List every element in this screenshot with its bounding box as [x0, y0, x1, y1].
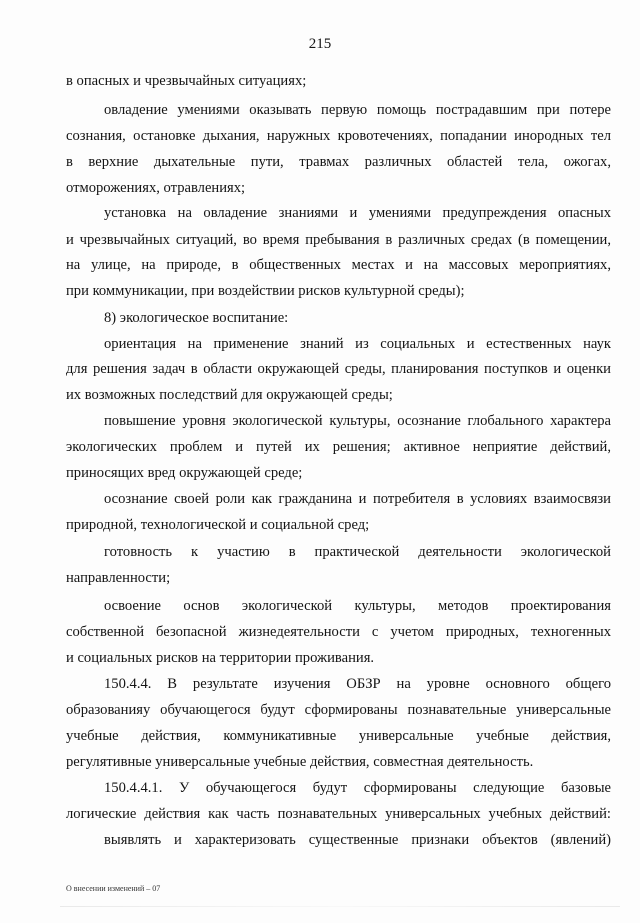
text-line: установка на овладение знаниями и умениями предупреждения опасных	[104, 205, 611, 221]
text-line: ориентация на применение знаний из социальных и естественных наук	[104, 336, 611, 352]
text-line: готовность к участию в практической деятельности экологической	[104, 544, 611, 560]
text-line: направленности;	[66, 570, 171, 586]
text-line: выявлять и характеризовать существенные признаки объектов (явлений)	[104, 832, 611, 848]
page-number: 215	[308, 36, 332, 52]
text-line: приносящих вред окружающей среде;	[66, 465, 303, 481]
text-line: собственной безопасной жизнедеятельности с учетом природных, техногенных	[66, 624, 611, 640]
text-line: в опасных и чрезвычайных ситуациях;	[66, 73, 307, 89]
text-line: сознания, остановке дыхания, наружных кровотечениях, попадании инородных тел	[66, 128, 611, 144]
text-line: в верхние дыхательные пути, травмах различных областей тела, ожогах,	[66, 154, 611, 170]
text-line: 150.4.4.1. У обучающегося будут сформированы следующие базовые	[104, 780, 611, 796]
text-line: их возможных последствий для окружающей среды;	[66, 387, 393, 403]
text-line: регулятивные универсальные учебные действия, совместная деятельность.	[66, 754, 534, 770]
text-line: на улице, на природе, в общественных местах и на массовых мероприятиях,	[66, 257, 611, 273]
text-line: образованияу обучающегося будут сформированы познавательные универсальные	[66, 702, 611, 718]
text-line: для решения задач в области окружающей среды, планирования поступков и оценки	[66, 361, 611, 377]
text-line: экологических проблем и путей их решения; активное неприятие действий,	[66, 439, 611, 455]
text-line: повышение уровня экологической культуры, осознание глобального характера	[104, 413, 611, 429]
text-line: осознание своей роли как гражданина и потребителя в условиях взаимосвязи	[104, 491, 611, 507]
text-line: логические действия как часть познавательных универсальных учебных действий:	[66, 806, 611, 822]
footer-note: О внесении изменений – 07	[66, 884, 161, 893]
text-line: овладение умениями оказывать первую помощь пострадавшим при потере	[104, 102, 611, 118]
text-line: учебные действия, коммуникативные универсальные учебные действия,	[66, 728, 611, 744]
text-line: и социальных рисков на территории проживания.	[66, 650, 375, 666]
text-line: и чрезвычайных ситуаций, во время пребывания в различных средах (в помещении,	[66, 232, 611, 248]
text-line: при коммуникации, при воздействии рисков культурной среды);	[66, 283, 465, 299]
text-line: природной, технологической и социальной сред;	[66, 517, 370, 533]
text-line: 150.4.4. В результате изучения ОБЗР на уровне основного общего	[104, 676, 611, 692]
text-line: освоение основ экологической культуры, методов проектирования	[104, 598, 611, 614]
list-heading: 8) экологическое воспитание:	[104, 310, 289, 326]
text-line: отморожениях, отравлениях;	[66, 180, 246, 196]
scan-artifact	[60, 906, 620, 907]
